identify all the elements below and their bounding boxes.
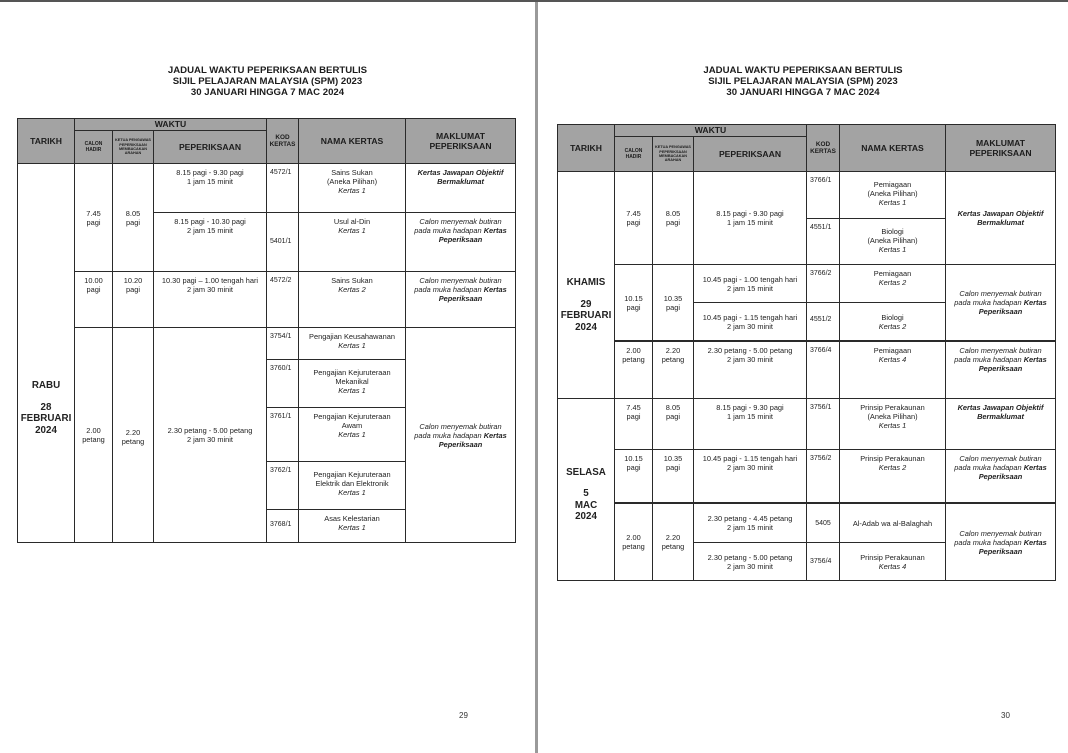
exam-time-cell bbox=[693, 264, 807, 303]
note-bold: Peperiksaan bbox=[438, 235, 483, 244]
header-nama-kertas: NAMA KERTAS bbox=[298, 118, 406, 164]
time: 2.00 bbox=[86, 426, 101, 435]
calon-hadir-cell bbox=[614, 340, 653, 399]
date-cell-khamis bbox=[557, 171, 615, 399]
exam-time-cell bbox=[693, 449, 807, 503]
calon-hadir-cell bbox=[74, 163, 113, 272]
maklumat-cell bbox=[945, 340, 1056, 399]
note-line: pada muka hadapan bbox=[954, 463, 1022, 472]
kod-kertas-cell: 3756/4 bbox=[806, 542, 840, 581]
note-bold: Peperiksaan bbox=[978, 364, 1023, 373]
ketua-pengawas-cell bbox=[112, 271, 154, 328]
exam-time-cell bbox=[153, 163, 267, 213]
period: pagi bbox=[86, 285, 101, 294]
kod-kertas-cell: 5405 bbox=[806, 502, 840, 543]
note-line: Calon menyemak butiran bbox=[419, 421, 502, 431]
kod-kertas-cell: 3768/1 bbox=[266, 509, 299, 543]
exam-time: 8.15 pagi - 10.30 pagi bbox=[174, 217, 246, 226]
time: 10.35 bbox=[663, 454, 683, 463]
kod-kertas-cell: 3766/1 bbox=[806, 171, 840, 219]
nama-kertas-cell bbox=[298, 509, 406, 543]
ketua-pengawas-cell bbox=[652, 340, 694, 399]
time: 8.05 bbox=[665, 209, 681, 218]
note-bold: Peperiksaan bbox=[438, 439, 483, 449]
exam-time-cell bbox=[693, 171, 807, 265]
ketua-pengawas-cell bbox=[652, 171, 694, 265]
exam-time-cell bbox=[693, 398, 807, 450]
exam-duration: 2 jam 15 minit bbox=[726, 283, 773, 293]
kod-kertas-cell: 3766/2 bbox=[806, 264, 840, 303]
note-bold: Kertas bbox=[483, 226, 507, 235]
exam-time-cell bbox=[693, 502, 807, 543]
note-line: Calon menyemak butiran bbox=[959, 289, 1042, 298]
exam-time-cell bbox=[693, 340, 807, 399]
title-line-1: JADUAL WAKTU PEPERIKSAAN BERTULIS bbox=[167, 65, 368, 76]
time: 8.05 bbox=[665, 403, 681, 412]
note-line: pada muka hadapan bbox=[414, 285, 482, 294]
year: 2024 bbox=[575, 511, 597, 522]
paper-name: Pemiagaan bbox=[873, 180, 912, 189]
calon-hadir-cell bbox=[614, 449, 653, 503]
kod-kertas-cell: 3766/4 bbox=[806, 340, 840, 399]
page-30 bbox=[538, 2, 1068, 753]
header-maklumat: MAKLUMAT PEPERIKSAAN bbox=[405, 118, 516, 164]
paper-name: Prinsip Perakaunan bbox=[860, 403, 925, 412]
period: pagi bbox=[626, 218, 641, 227]
note-line: pada muka hadapan bbox=[414, 226, 482, 235]
date-cell-selasa bbox=[557, 398, 615, 581]
note-line: Calon menyemak butiran bbox=[419, 217, 502, 226]
paper-number: Kertas 1 bbox=[338, 341, 366, 350]
title-line-1: JADUAL WAKTU PEPERIKSAAN BERTULIS bbox=[703, 65, 903, 76]
nama-kertas-cell bbox=[298, 271, 406, 328]
note-line: pada muka hadapan bbox=[954, 298, 1022, 307]
maklumat-cell bbox=[405, 327, 516, 543]
nama-kertas-cell bbox=[839, 302, 946, 341]
day-name: RABU bbox=[31, 380, 61, 391]
exam-time: 2.30 petang - 4.45 petang bbox=[707, 514, 793, 523]
paper-name: Usul al-Din bbox=[333, 217, 371, 226]
paper-number: Kertas 1 bbox=[878, 198, 907, 207]
exam-time: 10.30 pagi – 1.00 tengah hari bbox=[161, 276, 259, 285]
period: pagi bbox=[626, 412, 641, 421]
period: petang bbox=[661, 355, 685, 364]
exam-time: 10.45 pagi - 1.15 tengah hari bbox=[702, 454, 798, 463]
paper-sub: (Aneka Pilihan) bbox=[867, 412, 918, 421]
period: pagi bbox=[626, 463, 641, 472]
calon-hadir-cell bbox=[614, 398, 653, 450]
note-bold: Kertas bbox=[483, 430, 507, 440]
note-bold: Peperiksaan bbox=[978, 472, 1023, 481]
paper-number: Kertas 2 bbox=[878, 278, 907, 287]
kod-kertas-cell: 3762/1 bbox=[266, 461, 299, 510]
page-number: 29 bbox=[459, 711, 468, 720]
note-bold: Kertas bbox=[1023, 463, 1047, 472]
paper-name: Biologi bbox=[881, 312, 904, 322]
maklumat-cell bbox=[405, 163, 516, 213]
maklumat-cell bbox=[945, 449, 1056, 503]
header-tarikh: TARIKH bbox=[557, 124, 615, 172]
time: 2.00 bbox=[626, 346, 641, 355]
period: petang bbox=[622, 542, 645, 551]
paper-name: Pemiagaan bbox=[873, 346, 912, 355]
exam-time-cell bbox=[153, 212, 267, 272]
page-title bbox=[538, 65, 1068, 98]
paper-name: Sains Sukan bbox=[331, 168, 373, 177]
exam-time-cell bbox=[153, 271, 267, 328]
note-bold: Kertas bbox=[1023, 355, 1047, 364]
period: pagi bbox=[666, 463, 680, 472]
kod-kertas-cell: 4572/1 bbox=[266, 163, 299, 213]
period: pagi bbox=[666, 412, 680, 421]
header-peperiksaan: PEPERIKSAAN bbox=[153, 130, 267, 164]
paper-number: Kertas 4 bbox=[878, 561, 907, 571]
kod-kertas-cell: 3756/1 bbox=[806, 398, 840, 450]
header-ketua-pengawas: KETUA PENGAWAS PEPERIKSAAN MEMBACAKAN ARAHAN bbox=[652, 136, 694, 172]
day-name: KHAMIS bbox=[566, 277, 606, 288]
nama-kertas-cell bbox=[839, 398, 946, 450]
paper-number: Kertas 1 bbox=[338, 488, 366, 497]
exam-duration: 2 jam 30 minit bbox=[726, 355, 773, 364]
time: 7.45 bbox=[626, 403, 641, 412]
time: 10.35 bbox=[663, 293, 683, 303]
calon-hadir-cell bbox=[74, 327, 113, 543]
note-line: Kertas Jawapan Objektif bbox=[957, 209, 1044, 218]
note-line: Kertas Jawapan Objektif bbox=[957, 403, 1044, 412]
kod-kertas-cell: 3756/2 bbox=[806, 449, 840, 503]
year: 2024 bbox=[35, 424, 57, 436]
title-line-2: SIJIL PELAJARAN MALAYSIA (SPM) 2023 bbox=[708, 76, 898, 87]
day-number: 29 bbox=[580, 298, 592, 310]
calon-hadir-cell bbox=[614, 264, 653, 341]
period: pagi bbox=[126, 285, 140, 294]
exam-duration: 1 jam 15 minit bbox=[726, 412, 773, 421]
day-number: 28 bbox=[40, 401, 52, 413]
paper-number: Kertas 1 bbox=[338, 186, 366, 195]
header-calon-hadir: CALON HADIR bbox=[74, 130, 113, 164]
ketua-pengawas-cell bbox=[652, 264, 694, 341]
paper-name: Al-Adab wa al-Balaghah bbox=[852, 518, 933, 528]
note-line: Calon menyemak butiran bbox=[959, 346, 1042, 355]
note-bold: Peperiksaan bbox=[978, 307, 1023, 316]
nama-kertas-cell bbox=[298, 212, 406, 272]
time: 7.45 bbox=[626, 209, 641, 218]
note-line: pada muka hadapan bbox=[414, 430, 482, 440]
period: pagi bbox=[126, 217, 140, 227]
time: 10.00 bbox=[84, 276, 103, 285]
paper-name: Pengajian Kejuruteraan bbox=[313, 368, 391, 377]
period: petang bbox=[622, 355, 645, 364]
period: pagi bbox=[626, 302, 641, 312]
note-line: Calon menyemak butiran bbox=[959, 528, 1042, 538]
header-kod-kertas: KOD KERTAS bbox=[806, 124, 840, 172]
paper-number: Kertas 1 bbox=[878, 421, 907, 430]
day-number: 5 bbox=[583, 488, 589, 499]
exam-duration: 2 jam 30 minit bbox=[726, 463, 773, 472]
nama-kertas-cell bbox=[298, 359, 406, 408]
paper-number: Kertas 2 bbox=[878, 463, 907, 472]
note-line: pada muka hadapan bbox=[954, 355, 1022, 364]
paper-name: Prinsip Perakaunan bbox=[860, 454, 925, 463]
time: 2.20 bbox=[665, 533, 681, 542]
note-bold: Kertas bbox=[483, 285, 507, 294]
header-calon-hadir: CALON HADIR bbox=[614, 136, 653, 172]
exam-duration: 2 jam 15 minit bbox=[726, 523, 773, 532]
exam-time: 8.15 pagi - 9.30 pagi bbox=[716, 403, 784, 412]
note-line: pada muka hadapan bbox=[954, 537, 1022, 547]
date-cell-rabu bbox=[17, 163, 75, 543]
nama-kertas-cell bbox=[298, 461, 406, 510]
kod-kertas-cell: 5401/1 bbox=[266, 212, 299, 272]
paper-sub: (Aneka Pilihan) bbox=[867, 236, 918, 245]
exam-time: 8.15 pagi - 9.30 pagi bbox=[716, 209, 784, 218]
time: 10.15 bbox=[624, 454, 643, 463]
paper-name: Pengajian Kejuruteraan bbox=[313, 412, 391, 421]
note-line: Bermaklumat bbox=[977, 218, 1024, 227]
exam-time-cell bbox=[693, 542, 807, 581]
period: petang bbox=[661, 542, 685, 551]
ketua-pengawas-cell bbox=[652, 398, 694, 450]
note-bold: Kertas bbox=[1023, 537, 1047, 547]
maklumat-cell bbox=[405, 271, 516, 328]
paper-name: Pengajian Kejuruteraan bbox=[313, 470, 391, 479]
kod-kertas-cell: 4551/1 bbox=[806, 218, 840, 265]
kod-kertas-cell: 3754/1 bbox=[266, 327, 299, 360]
time: 10.20 bbox=[123, 276, 143, 285]
period: petang bbox=[82, 435, 105, 444]
note-line: Bermaklumat bbox=[437, 177, 484, 186]
paper-sub: Awam bbox=[341, 421, 363, 430]
note-line: Calon menyemak butiran bbox=[419, 276, 502, 285]
ketua-pengawas-cell bbox=[112, 163, 154, 272]
kod-kertas-cell: 4572/2 bbox=[266, 271, 299, 328]
header-waktu: WAKTU bbox=[614, 124, 807, 137]
note-line: Calon menyemak butiran bbox=[959, 454, 1042, 463]
note-line: Kertas Jawapan Objektif bbox=[417, 168, 504, 177]
time: 2.20 bbox=[125, 428, 141, 437]
paper-number: Kertas 1 bbox=[338, 386, 366, 395]
period: pagi bbox=[666, 218, 680, 227]
header-waktu: WAKTU bbox=[74, 118, 267, 131]
paper-name: Pemiagaan bbox=[873, 269, 912, 278]
paper-number: Kertas 2 bbox=[338, 285, 366, 294]
month: FEBRUARI bbox=[560, 310, 612, 321]
exam-time: 2.30 petang - 5.00 petang bbox=[167, 426, 253, 435]
title-line-3: 30 JANUARI HINGGA 7 MAC 2024 bbox=[726, 87, 880, 98]
exam-duration: 2 jam 30 minit bbox=[186, 435, 233, 444]
exam-duration: 2 jam 30 minit bbox=[726, 561, 773, 571]
header-maklumat: MAKLUMAT PEPERIKSAAN bbox=[945, 124, 1056, 172]
paper-number: Kertas 1 bbox=[878, 245, 907, 254]
paper-number: Kertas 1 bbox=[338, 430, 366, 439]
exam-time-cell bbox=[693, 302, 807, 341]
header-kod-kertas: KOD KERTAS bbox=[266, 118, 299, 164]
page-29 bbox=[0, 2, 535, 753]
time: 7.45 bbox=[86, 208, 101, 218]
page-title bbox=[0, 65, 535, 98]
day-name: SELASA bbox=[566, 466, 606, 478]
time: 10.15 bbox=[624, 293, 643, 303]
kod-kertas-cell: 4551/2 bbox=[806, 302, 840, 341]
paper-sub: (Aneka Pilihan) bbox=[326, 177, 378, 186]
header-tarikh: TARIKH bbox=[17, 118, 75, 164]
time: 2.20 bbox=[665, 346, 681, 355]
title-line-2: SIJIL PELAJARAN MALAYSIA (SPM) 2023 bbox=[172, 76, 363, 87]
exam-duration: 1 jam 15 minit bbox=[186, 177, 233, 186]
paper-name: Biologi bbox=[881, 227, 904, 236]
year: 2024 bbox=[575, 321, 597, 333]
note-bold: Kertas bbox=[1023, 298, 1047, 307]
nama-kertas-cell bbox=[298, 163, 406, 213]
period: pagi bbox=[666, 302, 680, 312]
paper-name: Prinsip Perakaunan bbox=[860, 552, 925, 562]
calon-hadir-cell bbox=[74, 271, 113, 328]
nama-kertas-cell bbox=[839, 340, 946, 399]
exam-duration: 2 jam 30 minit bbox=[186, 285, 233, 294]
note-bold: Peperiksaan bbox=[438, 294, 483, 303]
exam-time: 10.45 pagi - 1.15 tengah hari bbox=[702, 312, 798, 322]
exam-duration: 2 jam 15 minit bbox=[186, 226, 233, 235]
exam-time: 2.30 petang - 5.00 petang bbox=[707, 552, 793, 562]
paper-name: Asas Kelestarian bbox=[324, 514, 380, 523]
maklumat-cell bbox=[945, 502, 1056, 581]
month: FEBRUARI bbox=[20, 413, 72, 424]
calon-hadir-cell bbox=[614, 171, 653, 265]
kod-kertas-cell: 3761/1 bbox=[266, 407, 299, 462]
kod-kertas-cell: 3760/1 bbox=[266, 359, 299, 408]
exam-time-cell bbox=[153, 327, 267, 543]
page-number: 30 bbox=[1001, 711, 1010, 720]
paper-name: Sains Sukan bbox=[331, 276, 373, 285]
exam-time: 2.30 petang - 5.00 petang bbox=[707, 346, 793, 355]
note-line: Bermaklumat bbox=[977, 412, 1024, 421]
exam-time: 8.15 pagi - 9.30 pagi bbox=[176, 168, 244, 177]
header-nama-kertas: NAMA KERTAS bbox=[839, 124, 946, 172]
ketua-pengawas-cell bbox=[652, 502, 694, 581]
time: 8.05 bbox=[125, 208, 141, 218]
exam-duration: 1 jam 15 minit bbox=[726, 218, 773, 227]
header-peperiksaan: PEPERIKSAAN bbox=[693, 136, 807, 172]
paper-number: Kertas 1 bbox=[338, 226, 366, 235]
maklumat-cell bbox=[405, 212, 516, 272]
header-ketua-pengawas: KETUA PENGAWAS PEPERIKSAAN MEMBACAKAN ARAHAN bbox=[112, 130, 154, 164]
note-bold: Peperiksaan bbox=[978, 546, 1023, 556]
exam-time: 10.45 pagi - 1.00 tengah hari bbox=[702, 274, 798, 284]
paper-sub: Mekanikal bbox=[335, 377, 369, 386]
nama-kertas-cell bbox=[298, 407, 406, 462]
maklumat-cell bbox=[945, 171, 1056, 265]
nama-kertas-cell bbox=[839, 542, 946, 581]
nama-kertas-cell bbox=[839, 218, 946, 265]
ketua-pengawas-cell bbox=[652, 449, 694, 503]
title-line-3: 30 JANUARI HINGGA 7 MAC 2024 bbox=[190, 87, 345, 98]
period: pagi bbox=[86, 217, 101, 227]
paper-number: Kertas 1 bbox=[338, 523, 366, 532]
exam-duration: 2 jam 30 minit bbox=[726, 321, 773, 331]
maklumat-cell bbox=[945, 264, 1056, 341]
paper-number: Kertas 4 bbox=[878, 355, 907, 364]
month: MAC bbox=[574, 499, 598, 511]
nama-kertas-cell bbox=[839, 171, 946, 219]
nama-kertas-cell bbox=[839, 264, 946, 303]
period: petang bbox=[121, 437, 145, 446]
maklumat-cell bbox=[945, 398, 1056, 450]
nama-kertas-cell bbox=[839, 449, 946, 503]
time: 2.00 bbox=[626, 533, 641, 542]
paper-name: Pengajian Keusahawanan bbox=[309, 332, 395, 341]
ketua-pengawas-cell bbox=[112, 327, 154, 543]
paper-sub: (Aneka Pilihan) bbox=[867, 189, 918, 198]
calon-hadir-cell bbox=[614, 502, 653, 581]
nama-kertas-cell bbox=[839, 502, 946, 543]
paper-sub: Elektrik dan Elektronik bbox=[315, 479, 389, 488]
paper-number: Kertas 2 bbox=[878, 321, 907, 331]
nama-kertas-cell bbox=[298, 327, 406, 360]
